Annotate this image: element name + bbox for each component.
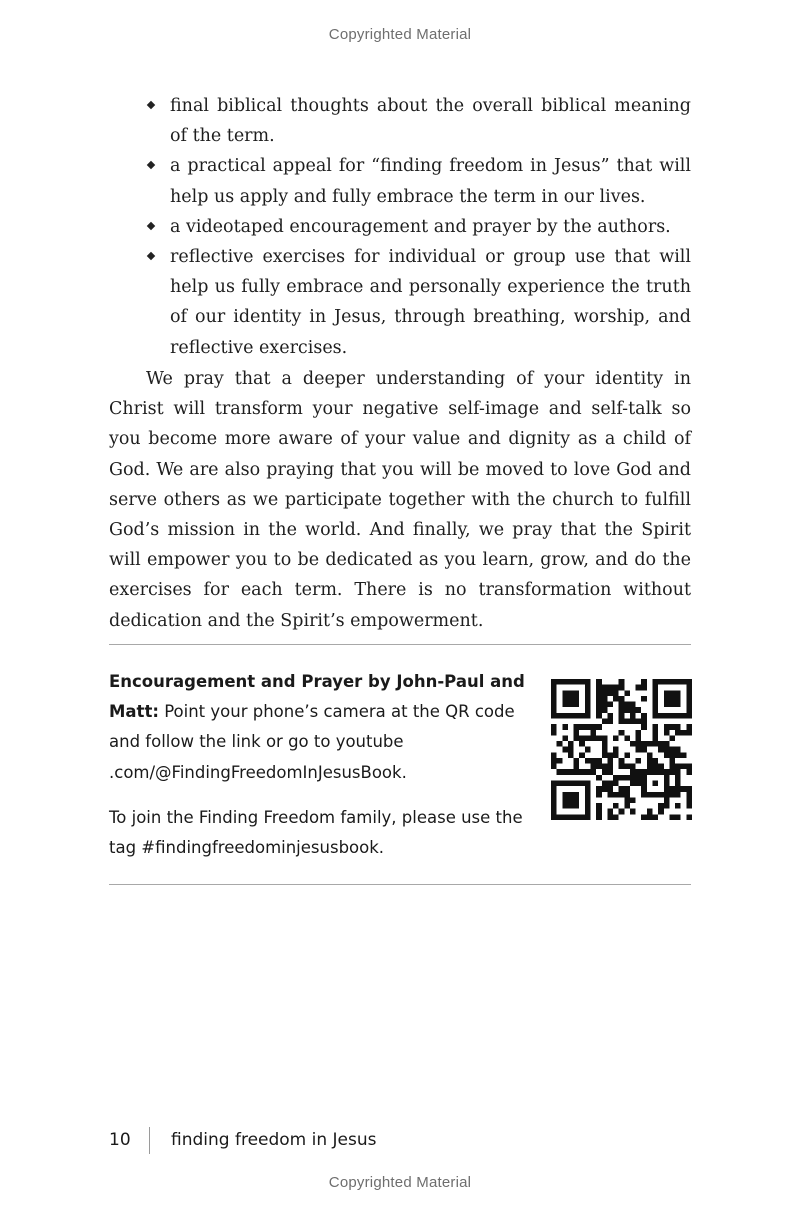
bullet-text: final biblical thoughts about the overall biblical meaning of the term.: [170, 96, 691, 147]
bullet-list: [109, 91, 691, 363]
bullet-text: a practical appeal for “finding freedom in Jesus” that will help us apply and fully embrace the term in our lives.: [170, 156, 691, 207]
list-item: [109, 212, 691, 242]
page-number: 10: [109, 1130, 131, 1150]
callout-top-rule: [109, 644, 691, 645]
qr-code-icon[interactable]: [551, 679, 692, 820]
encouragement-callout: [109, 667, 529, 863]
callout-hashtag-note: To join the Finding Freedom family, please use the tag #findingfreedominjesusbook.: [109, 807, 523, 858]
callout-instructions: [109, 667, 529, 788]
footer-divider: [149, 1127, 150, 1154]
callout-instruction-text: Point your phone’s camera at the QR code and follow the link or go to youtube .com/@FindingFreedomInJesusBook.: [109, 702, 515, 782]
watermark-bottom: Copyrighted Material: [328, 1174, 472, 1191]
page-footer: [109, 1126, 377, 1154]
callout-heading: Encouragement and Prayer by John-Paul and Matt:: [109, 672, 525, 722]
bullet-text: reflective exercises for individual or group use that will help us fully embrace and personally experience the truth of our identity in Jesus, through breathing, worship, and reflective exercises.: [170, 247, 691, 358]
list-item: [109, 242, 691, 363]
callout-bottom-rule: [109, 884, 691, 885]
list-item: [109, 91, 691, 151]
diamond-bullet-icon: [147, 252, 155, 260]
bullet-text: a videotaped encouragement and prayer by the authors.: [170, 216, 671, 237]
watermark-top: Copyrighted Material: [328, 26, 472, 43]
running-title: finding freedom in Jesus: [171, 1130, 377, 1150]
diamond-bullet-icon: [147, 101, 155, 109]
diamond-bullet-icon: [147, 161, 155, 169]
diamond-bullet-icon: [147, 222, 155, 230]
body-paragraph: We pray that a deeper understanding of your identity in Christ will transform your negative self-image and self-talk so you become more aware of your value and dignity as a child of God. We are also praying that you will be moved to love God and serve others as we participate together with the church to fulfill God’s mission in the world. And finally, we pray that the Spirit will empower you to be dedicated as you learn, grow, and do the exercises for each term. There is no transformation without dedication and the Spirit’s empowerment.: [109, 369, 691, 631]
list-item: [109, 151, 691, 211]
